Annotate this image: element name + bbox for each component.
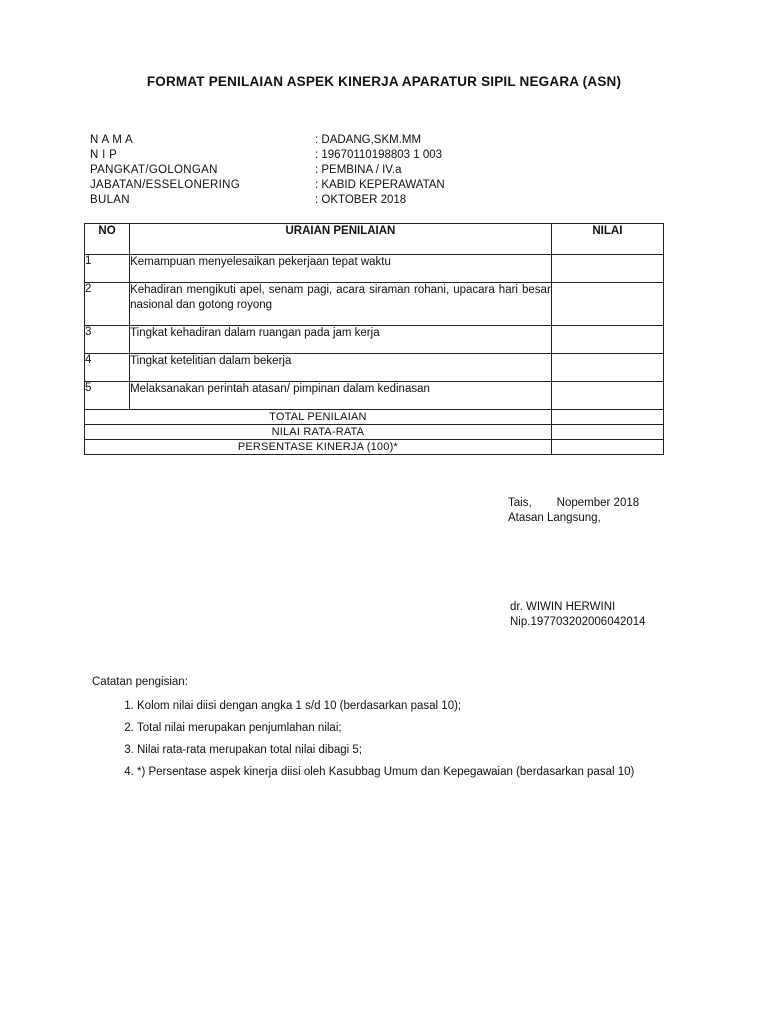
signature-role: Atasan Langsung,	[508, 512, 601, 524]
summary-label: PERSENTASE KINERJA (100)*	[85, 440, 552, 455]
signatory-name: dr. WIWIN HERWINI	[510, 601, 616, 613]
identity-label: PANGKAT/GOLONGAN	[90, 164, 218, 176]
row-number: 1	[85, 255, 130, 283]
summary-row-total	[85, 410, 664, 425]
header-uraian: URAIAN PENILAIAN	[130, 224, 552, 255]
row-description: Tingkat ketelitian dalam bekerja	[130, 354, 552, 382]
nilai-cell[interactable]	[551, 354, 663, 382]
summary-nilai-cell[interactable]	[551, 410, 663, 425]
identity-value: : PEMBINA / IV.a	[315, 164, 402, 176]
identity-value: : KABID KEPERAWATAN	[315, 179, 445, 191]
table-row	[85, 326, 664, 354]
notes-title: Catatan pengisian:	[92, 676, 188, 688]
identity-value: : OKTOBER 2018	[315, 194, 407, 206]
row-description: Tingkat kehadiran dalam ruangan pada jam kerja	[130, 326, 552, 354]
row-description: Kehadiran mengikuti apel, senam pagi, acara siraman rohani, upacara hari besar nasional dan gotong royong	[130, 283, 552, 326]
row-description: Melaksanakan perintah atasan/ pimpinan dalam kedinasan	[130, 382, 552, 410]
identity-label: BULAN	[90, 194, 130, 206]
signature-date: Nopember 2018	[556, 497, 640, 509]
identity-row-nip	[90, 148, 445, 163]
summary-nilai-cell[interactable]	[551, 440, 663, 455]
table-row	[85, 354, 664, 382]
list-item: 2. Total nilai merupakan penjumlahan nilai;	[137, 717, 697, 739]
list-item: 1. Kolom nilai diisi dengan angka 1 s/d 10 (berdasarkan pasal 10);	[137, 695, 697, 717]
list-item: 4. *) Persentase aspek kinerja diisi oleh Kasubbag Umum dan Kepegawaian (berdasarkan pasal 10)	[137, 761, 697, 783]
summary-label: NILAI RATA-RATA	[85, 425, 552, 440]
summary-row-average	[85, 425, 664, 440]
identity-label: N A M A	[90, 134, 134, 146]
row-number: 3	[85, 326, 130, 354]
table-header-row	[85, 224, 664, 255]
row-number: 5	[85, 382, 130, 410]
table-row	[85, 283, 664, 326]
identity-value: : DADANG,SKM.MM	[315, 134, 422, 146]
row-description: Kemampuan menyelesaikan pekerjaan tepat waktu	[130, 255, 552, 283]
summary-nilai-cell[interactable]	[551, 425, 663, 440]
nilai-cell[interactable]	[551, 255, 663, 283]
row-number: 2	[85, 283, 130, 326]
table-row	[85, 255, 664, 283]
assessment-table	[84, 223, 664, 455]
summary-row-percentage	[85, 440, 664, 455]
identity-row-bulan	[90, 193, 445, 208]
nilai-cell[interactable]	[551, 326, 663, 354]
identity-value: : 19670110198803 1 003	[315, 149, 443, 161]
list-item: 3. Nilai rata-rata merupakan total nilai dibagi 5;	[137, 739, 697, 761]
document-title: FORMAT PENILAIAN ASPEK KINERJA APARATUR SIPIL NEGARA (ASN)	[146, 74, 622, 89]
identity-label: JABATAN/ESSELONERING	[90, 179, 240, 191]
signatory-nip: Nip.197703202006042014	[510, 616, 646, 628]
signature-place-date	[508, 496, 639, 511]
identity-label: N I P	[90, 149, 118, 161]
identity-row-jabatan	[90, 178, 445, 193]
identity-row-pangkat	[90, 163, 445, 178]
identity-row-nama	[90, 133, 445, 148]
table-row	[85, 382, 664, 410]
row-number: 4	[85, 354, 130, 382]
identity-block	[90, 133, 445, 208]
summary-label: TOTAL PENILAIAN	[85, 410, 552, 425]
nilai-cell[interactable]	[551, 382, 663, 410]
header-no: NO	[85, 224, 130, 255]
notes-list	[112, 695, 697, 783]
header-nilai: NILAI	[551, 224, 663, 255]
signature-place: Tais,	[508, 497, 532, 509]
nilai-cell[interactable]	[551, 283, 663, 326]
